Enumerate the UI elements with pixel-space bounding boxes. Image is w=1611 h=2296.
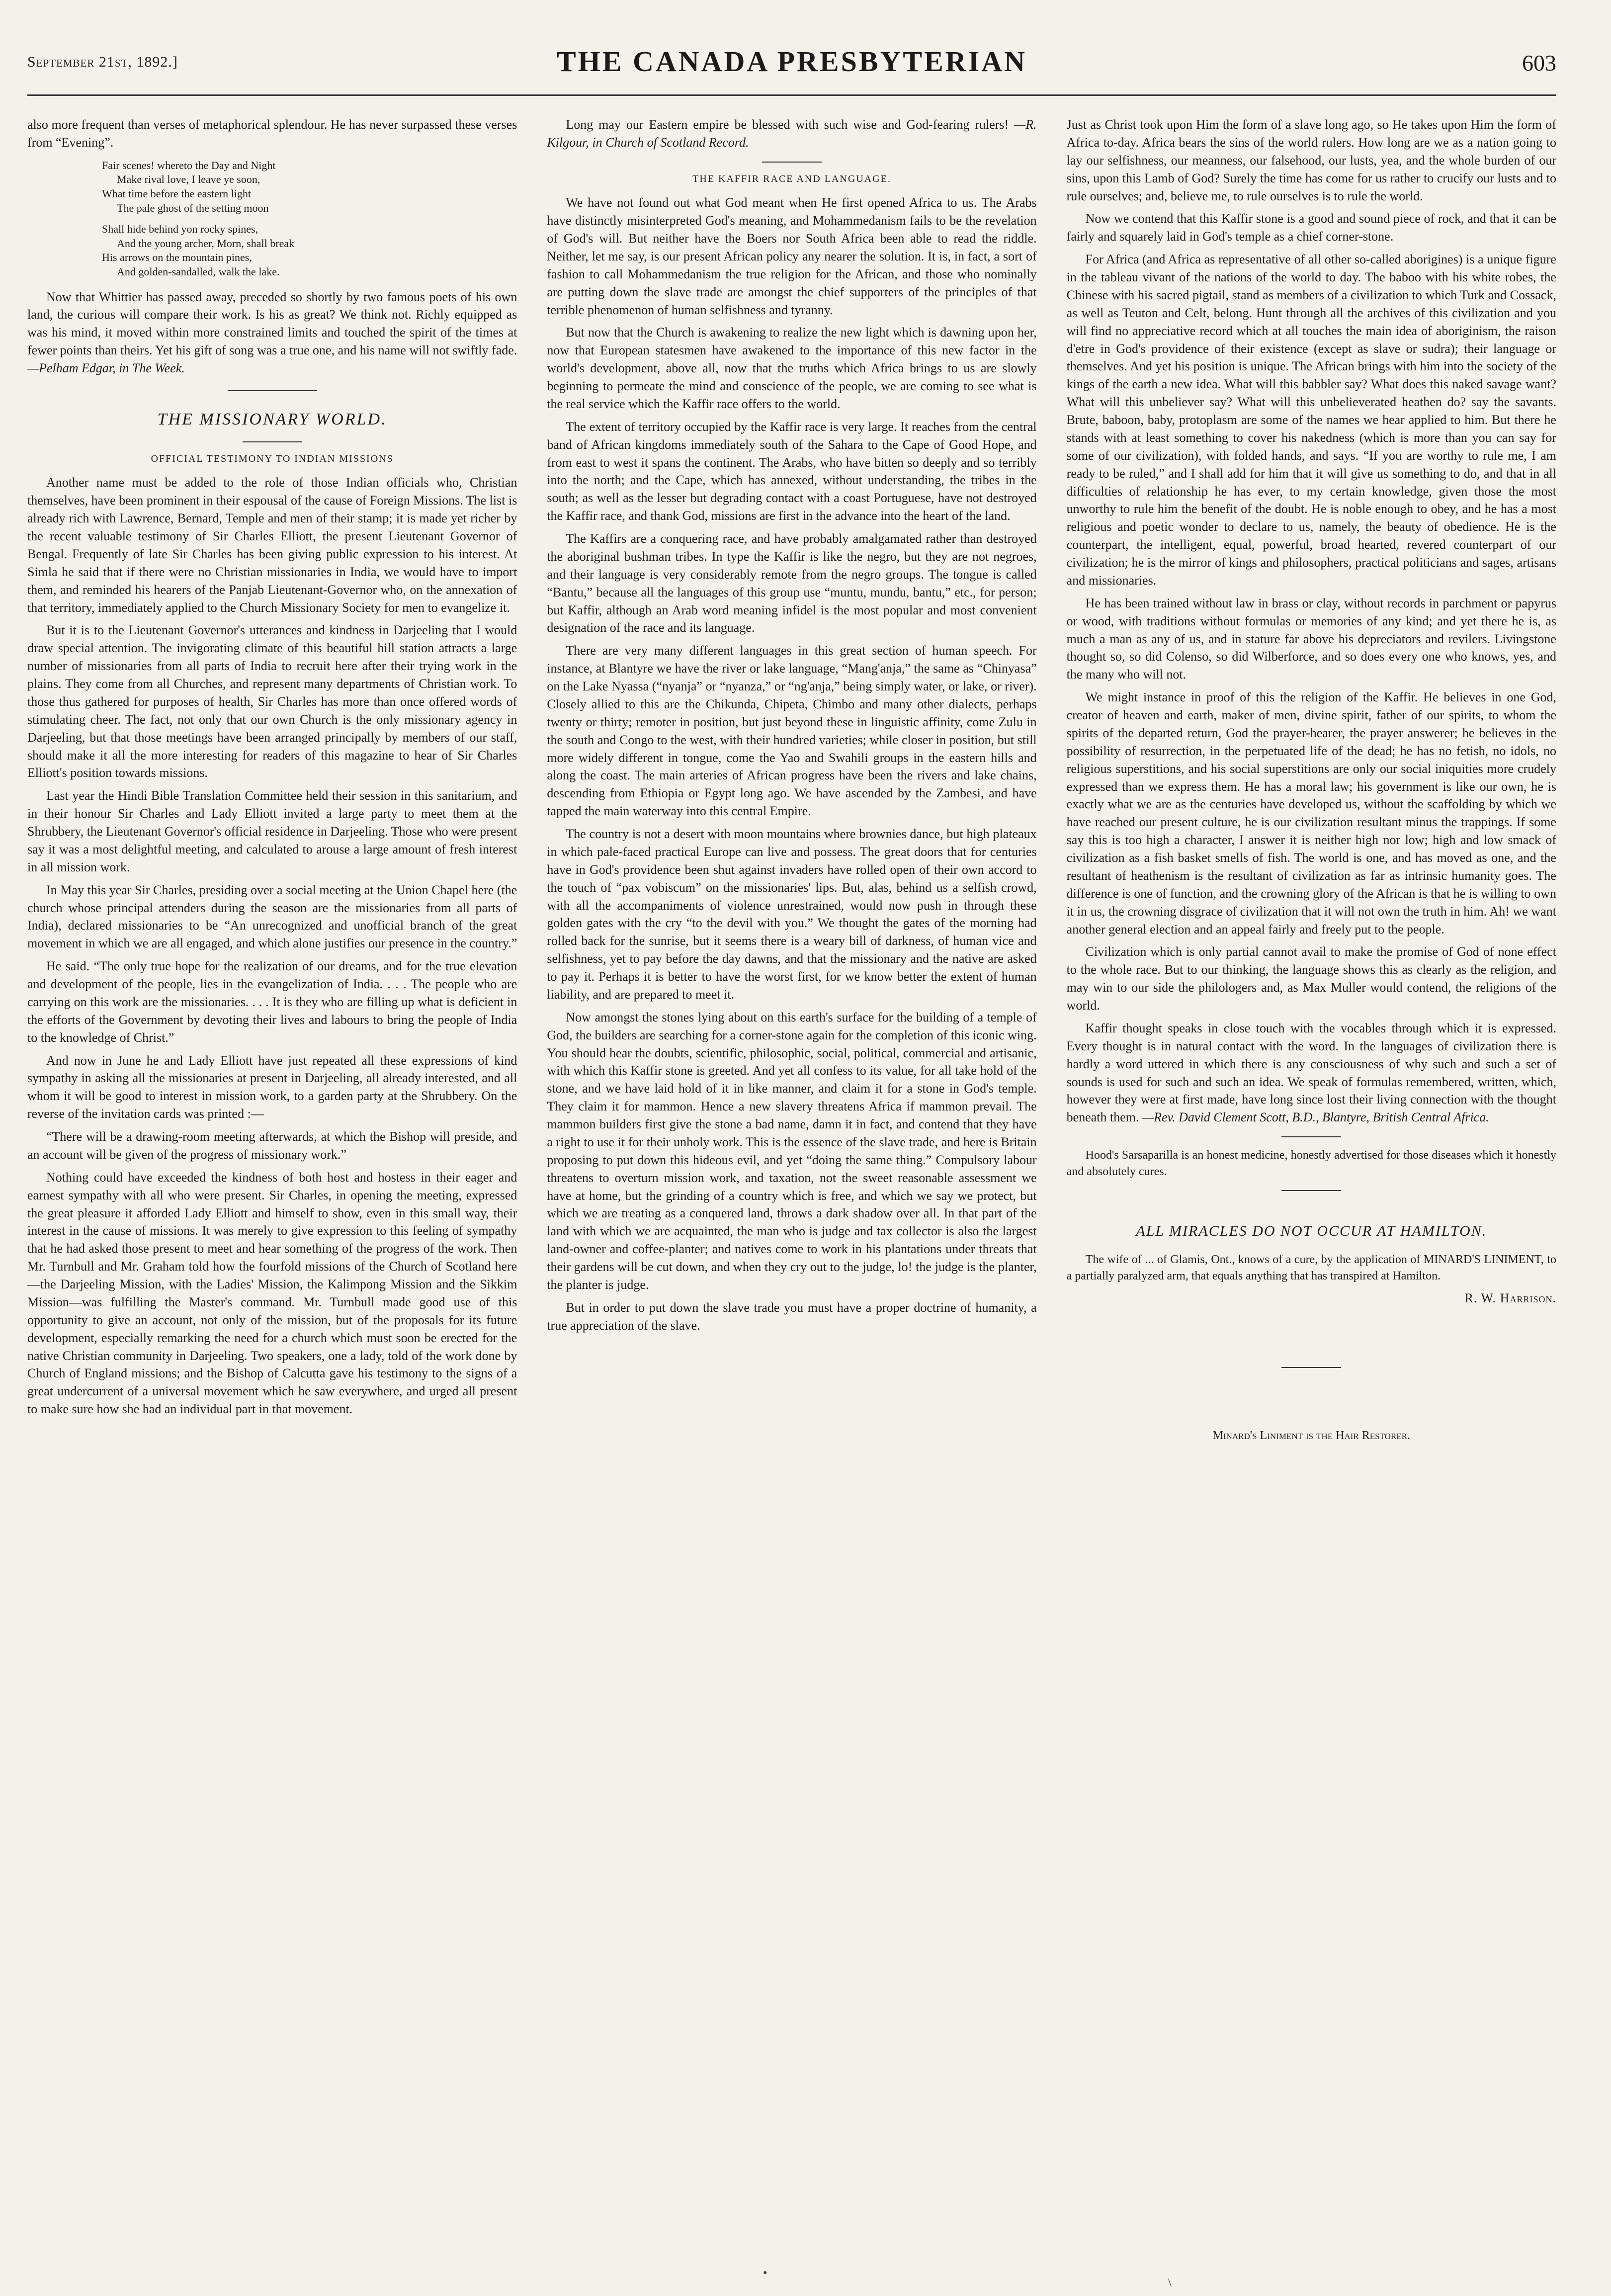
article-paragraph: Now amongst the stones lying about on this earth's surface for the building of a temple of God, the builders are searching for a corner-stone again for the completion of this iconic wing. You should hear the doubts, scientific, philosophic, social, political, commercial and artisanic, with which this Kaffir stone is greeted. And yet all confess to its value, for all take hold of the stone, and we have laid hold of it in like manner, and claim it for a stone in God's temple. They claim it for mammon. Hence a new slavery threatens Africa if mammon prevail. The mammon builders first give the stone a bad name, damn it in fact, and contend that they have a right to use it for their unholy work. This is the essence of the slave trade, and here is Britain proposing to put down this hideous evil, and yet “doing the same thing.” Compulsory labour threatens to overturn mission work, and taxation, not the sweet reasonable assessment we have at home, but the grinding of a country which is free, and which we say we protect, but which we are treating as a conquered land, throws a dark shadow over all. In that part of the land with which we are acquainted, the man who is judge and tax collector is also the largest land-owner and coffee-planter; and natives come to work in his plantations under threats that their gardens will be cut down, and when they cry out to the judge, lo! the judge is the planter, the planter is judge. [547, 1010, 1037, 1292]
section-title-missionary-world: THE MISSIONARY WORLD. [157, 410, 387, 428]
verse-line: What time before the eastern light [102, 187, 251, 200]
kaffir-article-byline: —Rev. David Clement Scott, B.D., Blantyre, British Central Africa. [1142, 1110, 1489, 1125]
section-divider [1281, 1136, 1341, 1137]
page-number: 603 [1522, 50, 1556, 76]
verse-line: And the young archer, Morn, shall break [117, 237, 295, 250]
article-paragraph: Nothing could have exceeded the kindness of both host and hostess in their eager and earnest sympathy with all who were present. Sir Charles, in opening the meeting, expressed the great pleasure it afforded Lady Elliott and himself to show, even in this small way, their interest in the cause of missions. It was merely to give expression to this feeling of sympathy that he had asked those present to meet and hear something of the progress of the work. Then Mr. Turnbull and Mr. Graham told how the fourfold missions of the Church of Scotland here—the Darjeeling Mission, with the Ladies' Mission, the Kalimpong Mission and the Sikkim Mission—was fulfilling the Master's command. Mr. Turnbull made good use of this opportunity to give an account, not only of the mission, but of the proposals for its future development, especially remarking the need for a church which must soon be erected for the native Christian community in Darjeeling. Two speakers, one a lady, told of the work done by Church of England missions; and the Bishop of Calcutta gave his testimony to the signs of a great undercurrent of a universal movement which he saw everywhere, and urged all present to make sure how she had an individual part in that movement. [27, 1170, 517, 1417]
poem-evening [102, 159, 517, 279]
article-paragraph-text: Kaffir thought speaks in close touch with the vocables through which it is expressed. Every thought is in natural contact with the word. In the languages of civilization there is hardly a word uttered in which there is any consciousness of why such and such a set of sounds is used for such and such an idea. We speak of formulas remembered, written, which, however they were at first made, have long since lost their living connection with the thought beneath them. [1066, 1020, 1556, 1125]
minards-advert-title: ALL MIRACLES DO NOT OCCUR AT HAMILTON. [1136, 1223, 1487, 1240]
missions-closing-text: Long may our Eastern empire be blessed with such wise and God-fearing rulers! [566, 117, 1009, 132]
minards-advert-text: The wife of ... of Glamis, Ont., knows of a cure, by the application of MINARD'S LINIMENT, to a partially paralyzed arm, that equals anything that has transpired at Hamilton. [1066, 1253, 1556, 1282]
missions-closing-paragraph [547, 116, 1036, 152]
verse-line: Shall hide behind yon rocky spines, [102, 223, 258, 236]
article-paragraph: But now that the Church is awakening to realize the new light which is dawning upon her, now that European statesmen have awakened to the importance of this new factor in the world's development, above all, now that the truths which Africa brings to us are slowly beginning to permeate the mind and conscience of the people, we are coming to see what is the real service which the Kaffir race offers to the world. [547, 325, 1037, 411]
verse-line: Fair scenes! whereto the Day and Night [102, 159, 276, 171]
article-subhead-kaffir-race: THE KAFFIR RACE AND LANGUAGE. [692, 173, 891, 184]
missions-byline: —R. Kilgour, in Church of Scotland Record. [547, 117, 1037, 150]
verse-line: Make rival love, I leave ye soon, [117, 173, 260, 186]
article-paragraph: There are very many different languages in this great section of human speech. For instance, at Blantyre we have the river or lake language, “Mang'anja,” the same as “Chinyasa” on the Lake Nyassa (“nyanja” or “nyanza,” or “ng'anja,” being simply water, or lake, or river). Closely allied to this are the Chikunda, Chipeta, Chimbo and many other dialects, perhaps twenty or thirty; remoter in position, but just beyond these in linguistic affinity, come Zulu in the south and Congo to the west, with their hundred varieties; while closer in position, but still more widely different in tongue, come the Yao and Swahili groups in the eastern hills and along the coast. The main arteries of African progress have been the rivers and lake chains, descending from Ethiopia or Egypt long ago. We have ascended by the Zambesi, and have tapped the main waterway into this central Empire. [547, 643, 1037, 819]
verse-line: His arrows on the mountain pines, [102, 251, 252, 264]
article-paragraph: Another name must be added to the role of those Indian officials who, Christian themselves, have been prominent in their espousal of the cause of Foreign Missions. The list is already rich with Lawrence, Bernard, Temple and men of their stamp; it is made yet richer by the recent valuable testimony of Sir Charles Elliott, the present Lieutenant Governor of Bengal. Frequently of late Sir Charles has been giving public expression to his interest. At Simla he said that if there were no Christian missionaries in India, we would have to import them, and reminded his hearers of the Panjab Lieutenant-Governor who, on the annexation of that territory, immediately applied to the Church Missionary Society for men to evangelize it. [27, 475, 517, 615]
column-1 [27, 116, 517, 2268]
article-columns [27, 116, 1556, 2268]
column-3 [1067, 116, 1556, 2268]
masthead [27, 35, 1556, 96]
article-paragraph: And now in June he and Lady Elliott have just repeated all these expressions of kind sympathy in asking all the missionaries at present in Darjeeling, all already interested, and all whom it will be good to interest in mission work, to a garden party at the Shrubbery. On the reverse of the invitation cards was printed :— [27, 1053, 517, 1121]
article-paragraph: He said. “The only true hope for the realization of our dreams, and for the true elevation and development of the people, lies in the evangelization of India. . . . The people who are carrying on this work are the missionaries. . . . It is they who are filling up what is deficient in the efforts of the Government by devoting their lives and labours to bring the people of India to the knowledge of Christ.” [27, 959, 517, 1045]
bottom-page-mark: • [763, 2267, 767, 2280]
whittier-conclusion-text: Now that Whittier has passed away, preceded so shortly by two famous poets of his own land, the curious will compare their work. Is his as great? We think not. Richly equipped as was his mind, it moved within more constrained limits and touched the spirit of the times at fewer points than theirs. Yet his gift of song was a true one, and his name will not swiftly fade. [27, 289, 517, 358]
article-paragraph: In May this year Sir Charles, presiding over a social meeting at the Union Chapel here (the church whose principal attenders during the season are the missionaries from all parts of India), declared missionaries to be “An unrecognized and unofficial branch of the great movement in which we are all engaged, and which alone justifies our presence in the country.” [27, 882, 517, 951]
section-divider [243, 441, 302, 442]
article-paragraph: Last year the Hindi Bible Translation Committee held their session in this sanitarium, and in their honour Sir Charles and Lady Elliott invited a large party to meet them at the Shrubbery, the Lieutenant Governor's official residence in Darjeeling. Those who were present say it was a most delightful meeting, and calculated to arouse a large amount of fresh interest in all mission work. [27, 788, 517, 874]
section-divider [228, 390, 317, 391]
newspaper-title: THE CANADA PRESBYTERIAN [556, 45, 1027, 78]
article-paragraph: We have not found out what God meant when He first opened Africa to us. The Arabs have distinctly misinterpreted God's meaning, and Mohammedanism fails to be the revelation of God's will. But neither have the Boers nor South Africa been able to read the riddle. Neither, let me say, is our present African policy any nearer the solution. It is, in fact, a sort of fashion to call Mohammedanism the true religion for the African, and those who nominally are putting down the slave trade are amongst the chief supporters of the principles of that terrible phenomenon of human selfishness and tyranny. [547, 195, 1037, 317]
bottom-page-mark: \ [1168, 2277, 1172, 2290]
article-paragraph: Just as Christ took upon Him the form of a slave long ago, so He takes upon Him the form of Africa to-day. Africa bears the sins of the world rulers. How long are we as a nation going to lay our selfishness, our meanness, our falsehood, our lusts, yea, and the whole burden of our sins, upon this Lamb of God? Surely the time has come for us rather to crucify our lusts and to rule ourselves; and, believe me, to rule ourselves is to rule the world. [1066, 117, 1556, 203]
minards-hair-restorer-notice: Minard's Liniment is the Hair Restorer. [1212, 1429, 1411, 1442]
article-paragraph: But it is to the Lieutenant Governor's utterances and kindness in Darjeeling that I would draw special attention. The invigorating climate of this beautiful hill station attracts a large number of missionaries from all parts of India to recruit here after their trying work in the plains. They come from all Churches, and represent many departments of Christian work. To those thus gathered for purposes of health, Sir Charles has more than once offered words of stimulating cheer. The fact, not only that our own Church is the only missionary agency in Darjeeling, but that those meetings have been arranged principally by members of our staff, should make it all the more interesting for readers of this magazine to hear of Sir Charles Elliott's position towards missions. [27, 623, 517, 780]
section-divider [762, 162, 822, 163]
article-paragraph: The extent of territory occupied by the Kaffir race is very large. It reaches from the central band of African kingdoms immediately south of the Sahara to the Cape of Good Hope, and from east to west it spans the continent. The Arabs, who have bitten so deeply and so terribly into the north; and the Cape, which has annexed, without understanding, the tribes in the south; as well as the lesser but degrading contact with a coast Portuguese, have not destroyed the Kaffir race, and thank God, missions are first in the advance into the heart of the land. [547, 419, 1037, 523]
article-subhead-indian-missions: OFFICIAL TESTIMONY TO INDIAN MISSIONS [151, 453, 394, 464]
article-paragraph: Now we contend that this Kaffir stone is a good and sound piece of rock, and that it can be fairly and squarely laid in God's temple as a chief corner-stone. [1066, 211, 1556, 244]
article-paragraph: He has been trained without law in brass or clay, without records in parchment or papyrus or wood, with traditions without formulas or memories of any kind; and yet there he is, as much a man as any of us, and in stature far above his depreciators and revilers. Livingstone thought so, so did Colenso, so did Wilberforce, and so does every one who knows, yes, and the many who will not. [1066, 595, 1556, 682]
minards-advert-signature: R. W. Harrison. [1464, 1290, 1556, 1305]
article-paragraph [1067, 1020, 1556, 1126]
section-divider [1281, 1367, 1341, 1368]
column-2 [547, 116, 1036, 2268]
article-paragraph: Civilization which is only partial cannot avail to make the promise of God of none effect to the whole race. But to our thinking, the language shows this as clearly as the religion, and may win to our side the philologers and, as Max Muller would contend, the religions of the world. [1066, 944, 1556, 1013]
hoods-sarsaparilla-notice: Hood's Sarsaparilla is an honest medicine, honestly advertised for those diseases which it honestly and absolutely cures. [1066, 1149, 1556, 1179]
section-divider [1281, 1190, 1341, 1191]
verse-line: And golden-sandalled, walk the lake. [117, 265, 280, 278]
article-paragraph: But in order to put down the slave trade you must have a proper doctrine of humanity, a true appreciation of the slave. [547, 1300, 1037, 1333]
article-paragraph: The Kaffirs are a conquering race, and have probably amalgamated rather than destroyed the aboriginal bushman tribes. In type the Kaffir is like the negro, but they are not negroes, and their language is very considerably remote from the negro groups. The tongue is called “Bantu,” because all the languages of this group use “muntu, mundu, bantu,” etc., for person; but Kaffir, although an Arab word meaning infidel is the most popular and most convenient designation of the race and its language. [547, 531, 1037, 635]
whittier-byline: —Pelham Edgar, in The Week. [27, 361, 185, 375]
article-paragraph: We might instance in proof of this the religion of the Kaffir. He believes in one God, creator of heaven and earth, maker of men, divine spirit, father of our spirits, to whom the spirits of the departed return, God the prayer-hearer, the prayer answerer; he believes in the possibility of resurrection, in the perpetuated life of the dead; he has no fetish, no idols, no religious superstitions, and his social superstitions are only our social iniquities more crudely expressed than we express them. He has a moral law; his government is like our own, he is exactly what we are as the centuries have developed us, without the scaffolding by which we have reached our present culture, he is our civilization resultant minus the trappings. If some say this is too high a character, I answer it is neither high nor low; high and low smack of civilization as a fish basket smells of fish. The world is one, and has moved as one, and the resultant of heathenism is the resultant of civilization as far as intrinsic humanity goes. The difference is one of function, and the crowning glory of the African is that he is willing to own it in us, the crowning disgrace of civilization that it will not own the truth in him. Ah! we want another general election and an appeal fairly and freely put to the people. [1066, 690, 1556, 936]
issue-date: September 21st, 1892.] [27, 54, 178, 70]
article-paragraph: For Africa (and Africa as representative of all other so-called aborigines) is a unique figure in the tableau vivant of the nations of the world to day. The baboo with his white robes, the Chinese with his sacred pigtail, stand as members of a civilization to which Turk and Cossack, as well as Teuton and Celt, belong. Hunt through all the archives of this civilization and you will find no appreciative record which at all touches the main idea of aboriginism, the raison d'etre in God's providence of their existence (except as slave or sudra); their language or themselves. And yet his position is unique. The African brings with him into the society of the kings of the earth a new idea. What will this babbler say? What does this naked savage want? What will this unbeliever say? What will this unbelieverated heathen do? say the savants. Brute, baboon, baby, protoplasm are some of the names we hear applied to him. But there he stands with at least something to cover his nakedness (which is more than you can say for some of our civilization), with folded hands, and says. “If you are worthy to rule me, I am ready to be ruled,” and I shall add for him that it will give us something to do, and that in all difficulties of relationship he has ever, to my certain knowledge, given those the most unworthy to rule him the benefit of the doubt. He is noble enough to obey, and he has a most religious and poetic wonder to declare to us, namely, the beauty of obedience. He is the counterpart, the intelligent, equal, powerful, broad hearted, revered counterpart of our civilization; he is the mirror of kings and philosophers, practical politicians and sages, artisans and missionaries. [1066, 252, 1556, 588]
article-paragraph: The country is not a desert with moon mountains where brownies dance, but high plateaux in which pale-faced practical Europe can live and possess. The great doors that for centuries have in God's providence been shut against invaders have rolled open of their own accord to the touch of “pax vobiscum” on the missionaries' lips. But, alas, behind us a selfish crowd, with all the accompaniments of violence unrestrained, would now push in through these golden gates with the cry “to the devil with you.” We thought the gates of the morning had rolled back for the sunrise, but it seems there is a weary bill of darkness, of human vice and selfishness, yet to pay before the day dawns, and that the missionary and the native are asked to pay it. Perhaps it is better to have the worst first, for we know better the extent of human liability, and are prepared to meet it. [547, 827, 1037, 1002]
verse-line: The pale ghost of the setting moon [117, 201, 269, 214]
whittier-intro-paragraph: also more frequent than verses of metaphorical splendour. He has never surpassed these verses from “Evening”. [27, 117, 517, 150]
whittier-conclusion-paragraph [27, 288, 517, 377]
article-paragraph: “There will be a drawing-room meeting afterwards, at which the Bishop will preside, and an account will be given of the progress of missionary work.” [27, 1129, 517, 1162]
